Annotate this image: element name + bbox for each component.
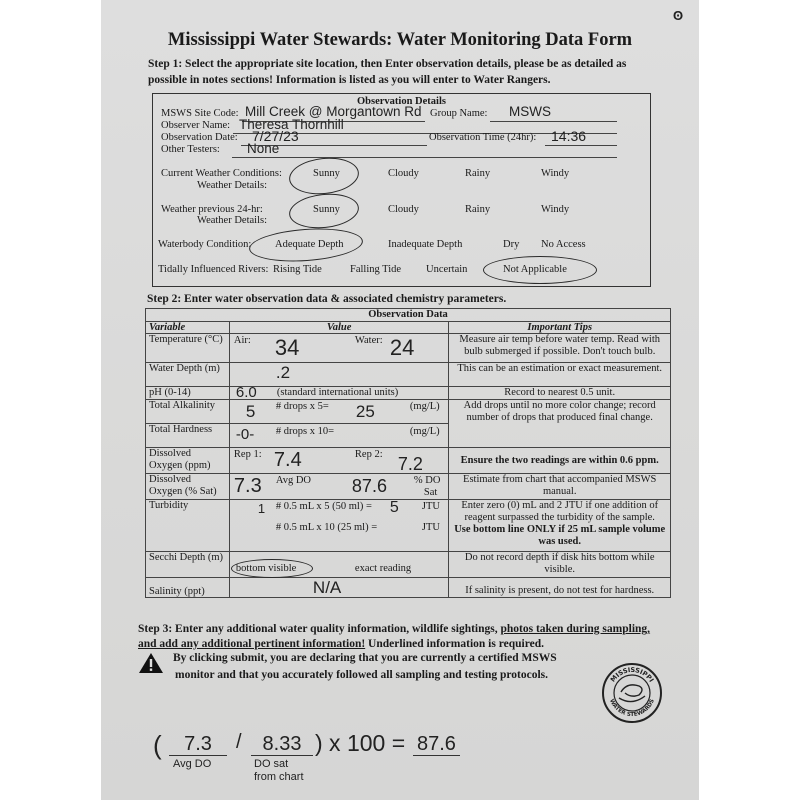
variable-secchi: Secchi Depth (m) <box>146 552 230 578</box>
table-row-ph <box>146 387 671 400</box>
step3-prefix: Step 3: Enter any additional water quality information, wildlife sightings, <box>138 623 501 635</box>
site-code-label: MSWS Site Code: <box>161 108 239 119</box>
current-weather-details-label: Weather Details: <box>197 180 267 191</box>
tip-turbidity <box>449 500 671 552</box>
turbidity-formula-50ml: # 0.5 mL x 5 (50 ml) = <box>275 501 372 512</box>
value-alkalinity <box>229 400 448 424</box>
tidal-option-falling-tide[interactable]: Falling Tide <box>350 264 402 275</box>
table-row-do-ppm <box>146 448 671 474</box>
warning-text <box>173 650 557 684</box>
turbidity-count-field[interactable]: 1 <box>257 501 266 516</box>
water-label: Water: <box>354 335 383 346</box>
tip-secchi: Do not record depth if disk hits bottom while visible. <box>449 552 671 578</box>
water-drop-icon <box>621 685 642 696</box>
observer-name-label: Observer Name: <box>161 120 231 131</box>
hardness-unit: (mg/L) <box>409 426 440 437</box>
table-row-turbidity <box>146 500 671 552</box>
variable-turbidity: Turbidity <box>146 500 230 552</box>
step3-underlined: photos taken during sampling, and add any additional pertinent information! <box>138 623 651 650</box>
warning-line2: monitor and that you accurately followed all sampling and testing protocols. <box>175 669 549 681</box>
observation-details-box <box>152 93 651 287</box>
rep1-label: Rep 1: <box>233 449 262 460</box>
mississippi-water-stewards-seal <box>601 662 663 724</box>
salinity-field[interactable]: N/A <box>312 578 342 597</box>
water-temp-field[interactable]: 24 <box>389 335 415 360</box>
step2-heading: Step 2: Enter water observation data & associated chemistry parameters. <box>147 293 507 305</box>
current-weather-option-windy[interactable]: Windy <box>541 168 570 179</box>
rep2-field[interactable]: 7.2 <box>397 454 423 474</box>
waterbody-selected-circle <box>248 225 364 265</box>
prev-weather-details-label: Weather Details: <box>197 215 267 226</box>
site-code-field[interactable]: Mill Creek @ Morgantown Rd <box>245 104 422 119</box>
water-depth-field[interactable]: .2 <box>275 363 291 382</box>
value-salinity <box>229 578 448 598</box>
rep2-label: Rep 2: <box>354 449 383 460</box>
calc-open-paren: ( <box>153 730 162 760</box>
prev-weather-option-cloudy[interactable]: Cloudy <box>388 204 419 215</box>
calc-from-chart-label: from chart <box>254 771 304 783</box>
variable-temperature: Temperature (°C) <box>146 334 230 363</box>
air-temp-field[interactable]: 34 <box>274 335 300 360</box>
waterbody-option-dry[interactable]: Dry <box>503 239 520 250</box>
current-weather-option-cloudy[interactable]: Cloudy <box>388 168 419 179</box>
warning-icon <box>138 652 164 674</box>
tidal-option-not-applicable[interactable]: Not Applicable <box>503 264 567 275</box>
variable-do-sat: Dissolved Oxygen (% Sat) <box>146 474 230 500</box>
tip-turbidity-text: Enter zero (0) mL and 2 JTU if one addition of reagent surpassed the turbidity of the sample. <box>461 500 659 523</box>
turbidity-formula-25ml: # 0.5 mL x 10 (25 ml) = <box>275 522 378 533</box>
waterbody-option-no-access[interactable]: No Access <box>541 239 586 250</box>
avg-do-field[interactable]: 7.3 <box>233 475 262 497</box>
hardness-formula: # drops x 10= <box>275 426 335 437</box>
tip-drops: Add drops until no more color change; record number of drops that produced final change. <box>449 400 671 448</box>
observer-name-field[interactable]: Theresa Thornhill <box>239 117 344 132</box>
prev-weather-selected-circle <box>287 190 360 231</box>
current-weather-option-sunny[interactable]: Sunny <box>313 168 340 179</box>
value-secchi <box>229 552 448 578</box>
alkalinity-unit: (mg/L) <box>409 401 440 412</box>
rep1-field[interactable]: 7.4 <box>273 449 302 471</box>
table-row-do-sat <box>146 474 671 500</box>
seal-top-text: MISSISSIPPI <box>608 665 656 684</box>
variable-salinity: Salinity (ppt) <box>146 578 230 598</box>
observation-details-heading: Observation Details <box>357 96 446 107</box>
tip-ph: Record to nearest 0.5 unit. <box>449 387 671 400</box>
calc-result: 87.6 <box>413 733 460 756</box>
secchi-option-bottom-visible[interactable]: bottom visible <box>235 563 297 574</box>
column-header-variable: Variable <box>146 322 230 334</box>
current-weather-selected-circle <box>287 154 360 197</box>
seal-bottom-text: WATER STEWARDS <box>608 698 656 719</box>
tidal-selected-circle <box>483 256 597 284</box>
warning-line1: By clicking submit, you are declaring that you are currently a certified MSWS <box>173 652 557 664</box>
prev-weather-option-sunny[interactable]: Sunny <box>313 204 340 215</box>
value-turbidity <box>229 500 448 552</box>
tidal-option-uncertain[interactable]: Uncertain <box>426 264 468 275</box>
alkalinity-drops-field[interactable]: 5 <box>245 402 256 421</box>
turbidity-unit-2: JTU <box>421 522 441 533</box>
form-title: Mississippi Water Stewards: Water Monitoring Data Form <box>167 30 633 50</box>
tip-do-ppm: Ensure the two readings are within 0.6 ppm. <box>449 448 671 474</box>
variable-do-ppm: Dissolved Oxygen (ppm) <box>146 448 230 474</box>
table-title: Observation Data <box>146 309 671 322</box>
tip-temperature: Measure air temp before water temp. Read with bulb submerged if possible. Don't touch bulb. <box>449 334 671 363</box>
table-header-row <box>146 322 671 334</box>
value-ph <box>229 384 448 401</box>
value-do-ppm <box>229 448 448 474</box>
ph-field[interactable]: 6.0 <box>235 384 257 401</box>
tidal-option-rising-tide[interactable]: Rising Tide <box>273 264 322 275</box>
hardness-drops-field[interactable]: -0- <box>235 426 255 443</box>
alkalinity-result-field[interactable]: 25 <box>355 402 375 421</box>
value-do-sat <box>229 474 448 500</box>
group-name-field[interactable]: MSWS <box>509 104 551 119</box>
step1-line2: possible in notes sections! Information is listed as you will enter to Water Rangers. <box>148 74 551 86</box>
tidal-rivers-label: Tidally Influenced Rivers: <box>158 264 269 275</box>
observation-date-label: Observation Date: <box>161 132 238 143</box>
air-label: Air: <box>233 335 251 346</box>
step1-line1: Step 1: Select the appropriate site location, then Enter observation details, please be as detailed as <box>148 58 627 70</box>
calc-multiply: ) x 100 = <box>315 730 406 756</box>
other-testers-label: Other Testers: <box>161 144 220 155</box>
table-row-temperature <box>146 334 671 363</box>
calc-divide: / <box>236 731 242 753</box>
turbidity-result-field[interactable]: 5 <box>389 499 399 516</box>
secchi-option-exact-reading[interactable]: exact reading <box>354 563 412 574</box>
calc-avg-do-value: 7.3 <box>169 733 227 756</box>
corner-mark-icon: ʘ <box>673 8 684 23</box>
tip-water-depth: This can be an estimation or exact measurement. <box>449 363 671 387</box>
variable-alkalinity: Total Alkalinity <box>146 400 230 424</box>
group-name-label: Group Name: <box>430 108 488 119</box>
observation-time-field[interactable]: 14:36 <box>551 128 587 144</box>
table-row-alkalinity <box>146 400 671 424</box>
prev-weather-option-windy[interactable]: Windy <box>541 204 570 215</box>
step3-suffix: Underlined information is required. <box>365 638 544 650</box>
step1-instructions <box>148 56 668 88</box>
form-paper <box>101 0 699 800</box>
prev-weather-option-rainy[interactable]: Rainy <box>465 204 491 215</box>
calc-avg-do-label: Avg DO <box>173 758 212 770</box>
current-weather-label: Current Weather Conditions: <box>161 168 282 179</box>
column-header-value: Value <box>229 322 448 334</box>
observation-data-table <box>145 308 671 598</box>
pct-do-field[interactable]: 87.6 <box>351 476 387 496</box>
variable-water-depth: Water Depth (m) <box>146 363 230 387</box>
turbidity-unit-1: JTU <box>421 501 441 512</box>
variable-hardness: Total Hardness <box>146 424 230 448</box>
tip-do-sat: Estimate from chart that accompanied MSWS manual. <box>449 474 671 500</box>
observation-date-field[interactable]: 7/27/23 <box>252 128 299 144</box>
table-row-secchi <box>146 552 671 578</box>
table-row-salinity <box>146 578 671 598</box>
ph-unit-note: (standard international units) <box>276 387 399 398</box>
calc-do-sat-label: DO sat <box>254 758 289 770</box>
secchi-selected-circle <box>231 559 313 578</box>
waterbody-option-adequate-depth[interactable]: Adequate Depth <box>275 239 344 250</box>
avg-do-label: Avg DO <box>275 475 312 486</box>
value-hardness <box>229 424 448 448</box>
current-weather-option-rainy[interactable]: Rainy <box>465 168 491 179</box>
column-header-tips: Important Tips <box>449 322 671 334</box>
step3-instructions <box>138 622 658 652</box>
variable-ph: pH (0-14) <box>146 387 230 400</box>
pct-sat-label: Sat <box>423 487 438 498</box>
other-testers-field[interactable]: None <box>247 141 280 156</box>
alkalinity-formula: # drops x 5= <box>275 401 329 412</box>
tip-salinity: If salinity is present, do not test for hardness. <box>449 578 671 598</box>
pct-do-label: % DO <box>413 475 441 486</box>
tip-turbidity-bold: Use bottom line ONLY if 25 mL sample volume was used. <box>454 524 666 547</box>
observation-time-label: Observation Time (24hr): <box>429 132 537 143</box>
prev-weather-label: Weather previous 24-hr: <box>161 204 263 215</box>
calc-do-sat-value: 8.33 <box>251 733 313 756</box>
table-row-water-depth <box>146 363 671 387</box>
waterbody-condition-label: Waterbody Condition: <box>158 239 252 250</box>
waterbody-option-inadequate-depth[interactable]: Inadequate Depth <box>388 239 463 250</box>
value-water-depth <box>229 363 448 387</box>
value-temperature <box>229 334 448 363</box>
